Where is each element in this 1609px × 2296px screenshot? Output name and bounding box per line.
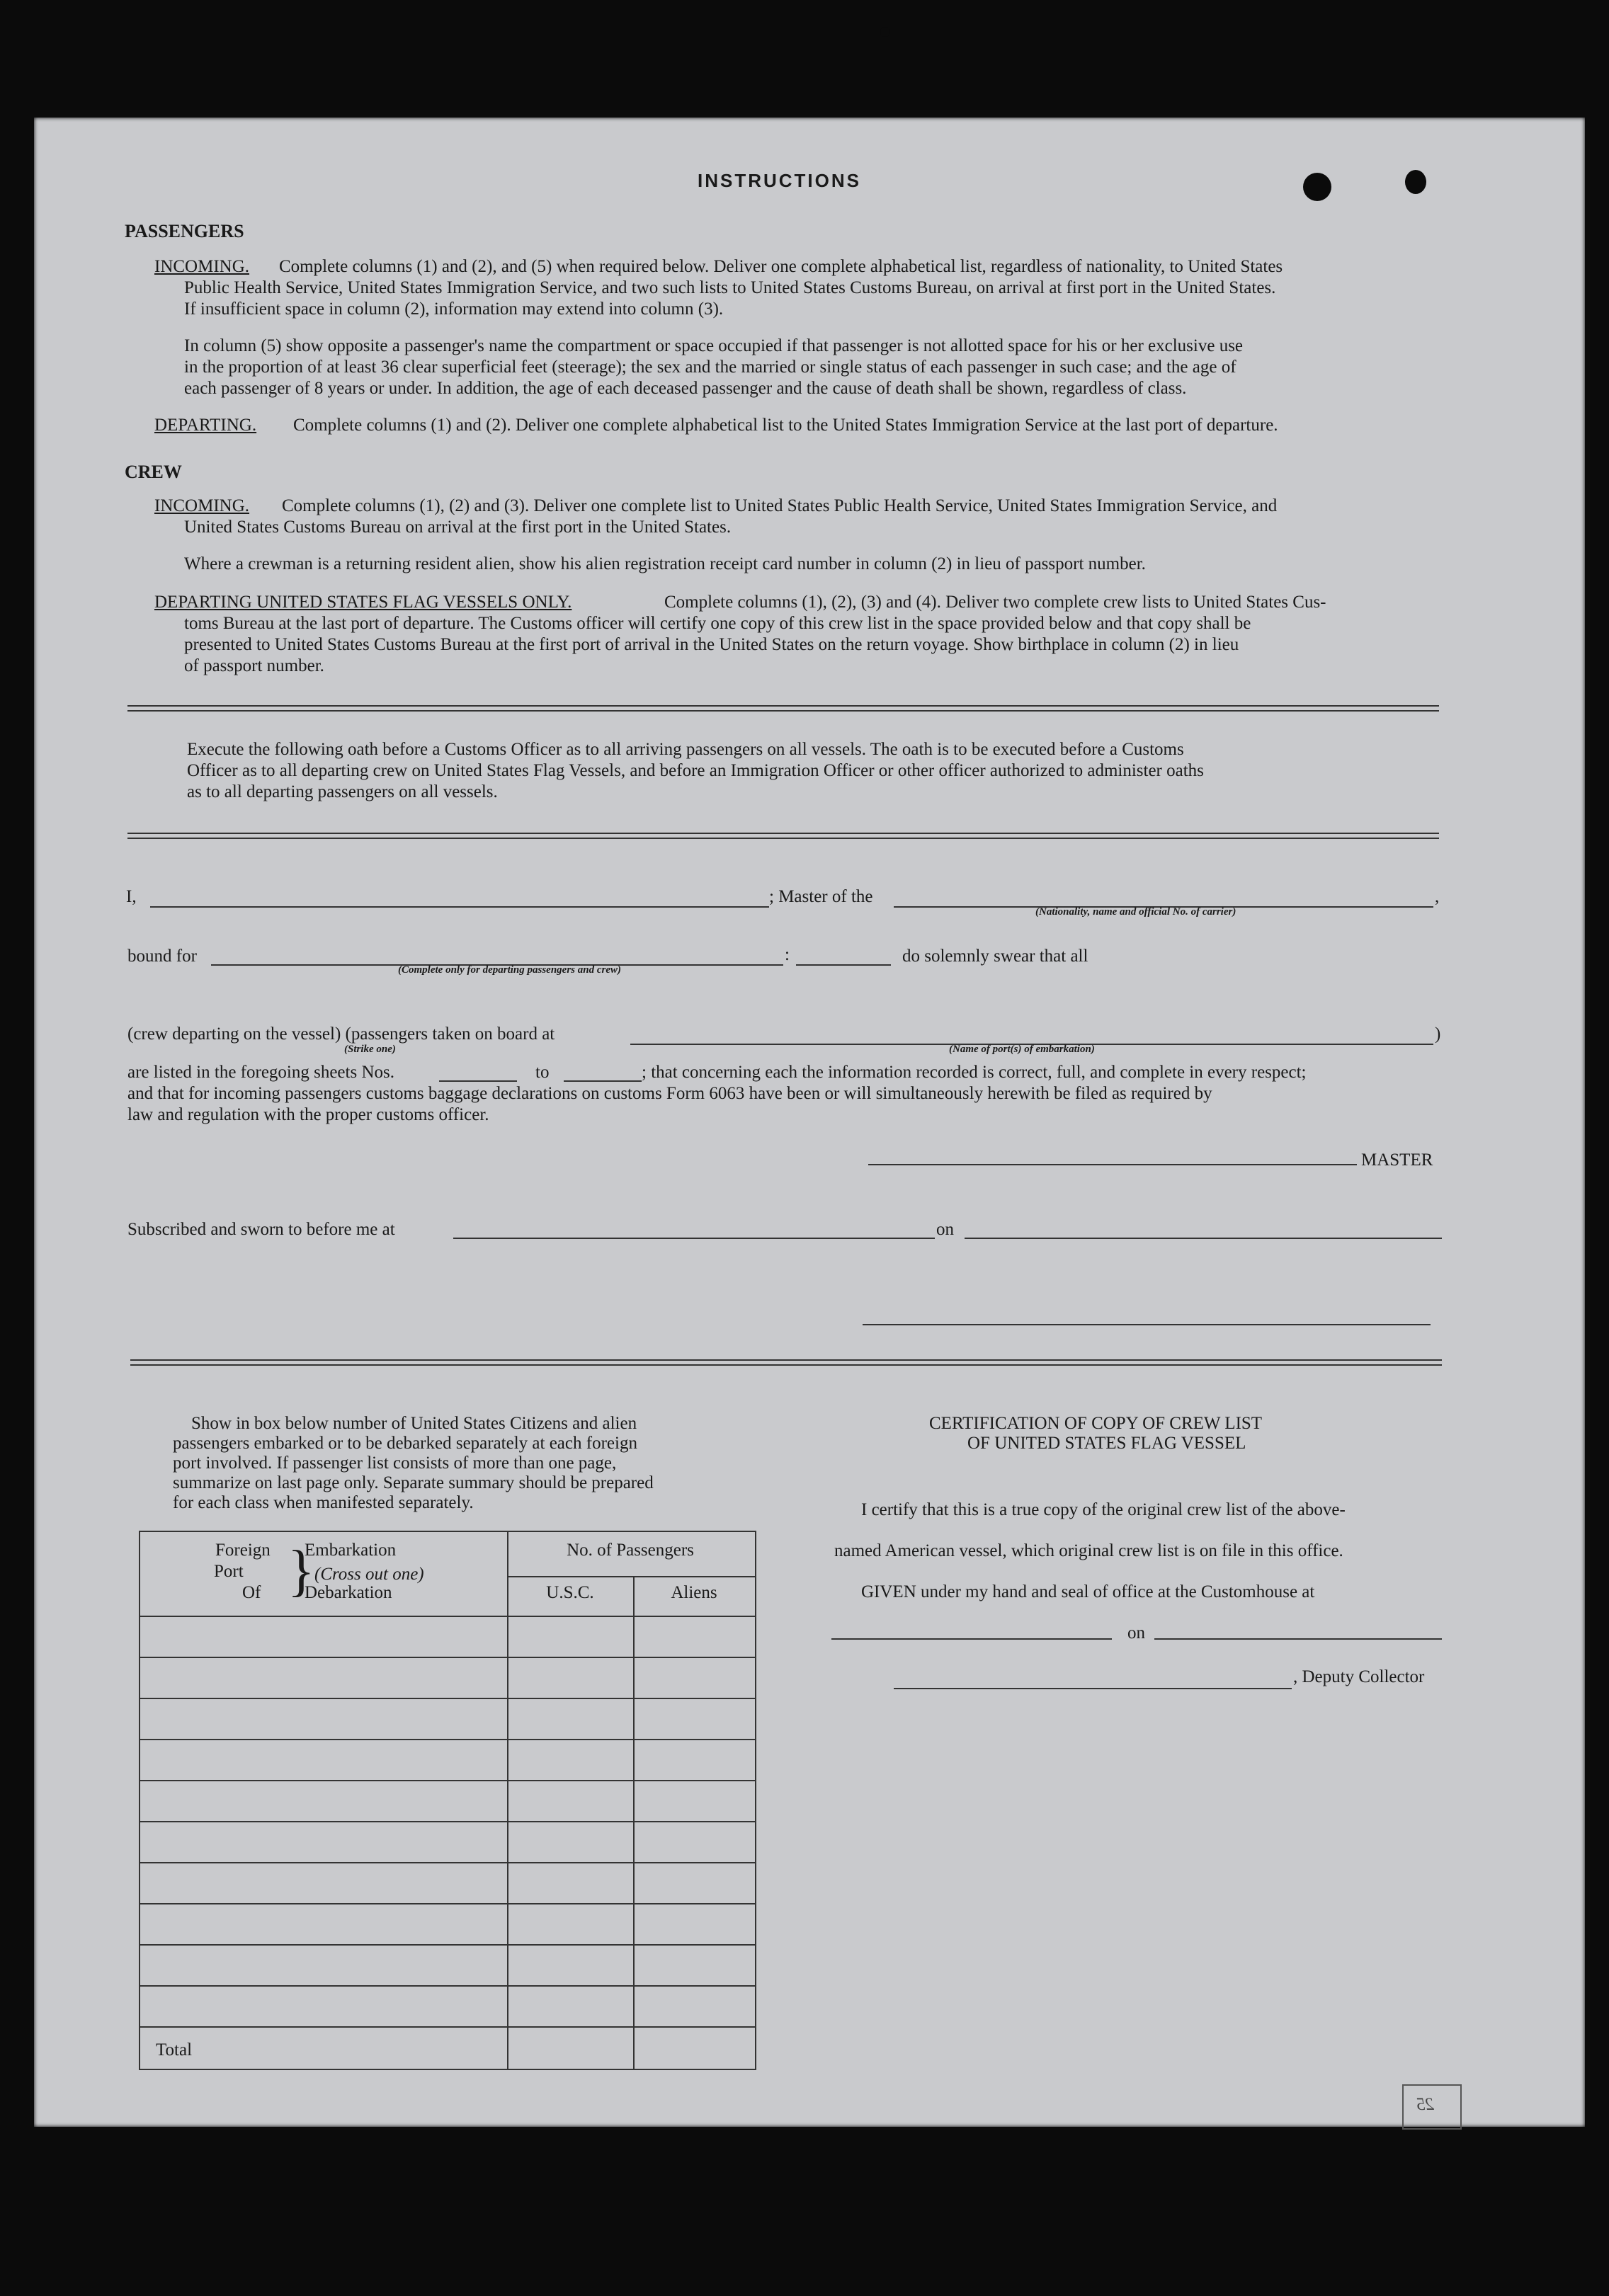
summary-line: for each class when manifested separately. — [173, 1493, 474, 1512]
passengers-incoming-line: If insufficient space in column (2), information may extend into column (3). — [184, 299, 724, 319]
subscribed-date-field[interactable] — [965, 1238, 1442, 1239]
passengers-heading: PASSENGERS — [125, 221, 244, 241]
crew-incoming-label: INCOMING. — [154, 496, 250, 515]
table-row-divider — [140, 1821, 755, 1822]
subscribed-place-field[interactable] — [453, 1238, 935, 1239]
port-label: Port — [214, 1562, 244, 1581]
table-row-divider — [507, 1576, 755, 1577]
swear-text: do solemnly swear that all — [902, 947, 1088, 966]
sheet-from-field[interactable] — [439, 1080, 517, 1082]
cross-out-note: (Cross out one) — [314, 1565, 424, 1584]
sheet-to-field[interactable] — [564, 1080, 642, 1082]
divider — [127, 705, 1439, 712]
listed-to-label: to — [535, 1063, 550, 1082]
table-row-divider — [140, 1903, 755, 1904]
summary-line: Show in box below number of United States Citizens and alien — [191, 1414, 637, 1433]
certification-line: GIVEN under my hand and seal of office at the Customhouse at — [861, 1582, 1315, 1601]
certification-on-label: on — [1127, 1623, 1145, 1643]
oath-line: and that for incoming passengers customs baggage declarations on customs Form 6063 have been or will simultaneously herewith be filed as required by — [127, 1084, 1212, 1103]
table-col-divider — [507, 1532, 508, 2069]
page-number: 25 — [1416, 2095, 1434, 2114]
passengers-departing-text: Complete columns (1) and (2). Deliver one complete alphabetical list to the United States Immigration Service at the last port of departure. — [293, 416, 1278, 435]
table-row-divider — [140, 1657, 755, 1658]
embarkation-label: Embarkation — [305, 1541, 397, 1560]
table-row-divider — [140, 1616, 755, 1617]
oath-intro-line: Officer as to all departing crew on United States Flag Vessels, and before an Immigration Officer or other officer authorized to administer oaths — [187, 761, 1204, 780]
customhouse-field[interactable] — [831, 1638, 1112, 1640]
port-note: (Name of port(s) of embarkation) — [949, 1044, 1095, 1055]
punch-hole — [880, 27, 890, 37]
crew-departing-line: presented to United States Customs Bureau at the first port of arrival in the United States on the return voyage. Show birthplace in column (2) in lieu — [184, 635, 1239, 654]
crew-departing-label: DEPARTING UNITED STATES FLAG VESSELS ONLY. — [154, 593, 572, 612]
oath-intro-line: as to all departing passengers on all vessels. — [187, 782, 498, 801]
summary-line: passengers embarked or to be debarked separately at each foreign — [173, 1434, 637, 1453]
bound-note: (Complete only for departing passengers and crew) — [398, 964, 621, 976]
bound-for-field-2[interactable] — [796, 964, 891, 966]
bound-for-label: bound for — [127, 947, 197, 966]
certification-line: named American vessel, which original crew list is on file in this office. — [834, 1541, 1343, 1560]
punch-hole — [1303, 173, 1331, 201]
punch-hole — [1405, 170, 1426, 194]
page-title: INSTRUCTIONS — [698, 170, 861, 191]
column5-line: In column (5) show opposite a passenger's name the compartment or space occupied if that passenger is not allotted space for his or her exclusive use — [184, 336, 1244, 355]
debarkation-label: Debarkation — [305, 1583, 392, 1602]
passengers-departing-label: DEPARTING. — [154, 416, 257, 435]
certification-title: CERTIFICATION OF COPY OF CREW LIST — [929, 1414, 1263, 1433]
certification-date-field[interactable] — [1154, 1638, 1442, 1640]
table-row-divider — [140, 1780, 755, 1781]
table-col-divider — [633, 1576, 635, 2069]
deputy-collector-label: , Deputy Collector — [1293, 1667, 1425, 1686]
crew-heading: CREW — [125, 462, 182, 482]
bound-colon: : — [785, 945, 790, 964]
crew-incoming-line: United States Customs Bureau on arrival at the first port in the United States. — [184, 518, 732, 537]
officer-signature-field[interactable] — [863, 1324, 1431, 1325]
carrier-note: (Nationality, name and official No. of carrier) — [1035, 906, 1236, 918]
listed-rest: ; that concerning each the information recorded is correct, full, and complete in every respect; — [642, 1063, 1307, 1082]
foreign-label: Foreign — [215, 1541, 271, 1560]
column5-line: each passenger of 8 years or under. In addition, the age of each deceased passenger and the cause of death shall be shown, regardless of class. — [184, 379, 1187, 398]
crew-alien-text: Where a crewman is a returning resident alien, show his alien registration receipt card number in column (2) in lieu of passport number. — [184, 554, 1146, 573]
master-signature-field[interactable] — [868, 1164, 1357, 1165]
table-row-divider — [140, 1698, 755, 1699]
divider — [127, 833, 1439, 839]
close-paren: ) — [1435, 1024, 1441, 1044]
summary-line: port involved. If passenger list consists of more than one page, — [173, 1453, 617, 1473]
crew-departing-line: toms Bureau at the last port of departure. The Customs officer will certify one copy of this crew list in the space provided below and that copy shall be — [184, 614, 1251, 633]
of-label: Of — [242, 1583, 261, 1602]
table-row-divider — [140, 2026, 755, 2028]
brace-icon: } — [288, 1540, 315, 1602]
divider — [130, 1359, 1442, 1366]
passengers-incoming-line: Complete columns (1) and (2), and (5) when required below. Deliver one complete alphabetical list, regardless of nationality, to United States — [279, 257, 1283, 276]
total-label: Total — [156, 2040, 193, 2060]
oath-intro-line: Execute the following oath before a Customs Officer as to all arriving passengers on all vessels. The oath is to be executed before a Customs — [187, 740, 1184, 759]
table-row-divider — [140, 1944, 755, 1946]
carrier-comma: , — [1435, 887, 1440, 906]
strike-one-note: (Strike one) — [344, 1044, 396, 1055]
usc-header: U.S.C. — [546, 1583, 594, 1602]
master-name-field[interactable] — [150, 906, 769, 908]
subscribed-on-label: on — [936, 1220, 954, 1239]
certification-line: I certify that this is a true copy of the original crew list of the above- — [861, 1500, 1346, 1519]
table-row-divider — [140, 1985, 755, 1987]
no-passengers-header: No. of Passengers — [567, 1541, 694, 1560]
crew-incoming-line: Complete columns (1), (2) and (3). Deliver one complete list to United States Public Health Service, United States Immigration Service, and — [282, 496, 1278, 515]
summary-line: summarize on last page only. Separate summary should be prepared — [173, 1473, 654, 1492]
crew-departing-line: of passport number. — [184, 656, 324, 675]
table-row-divider — [140, 1739, 755, 1740]
certification-subtitle: OF UNITED STATES FLAG VESSEL — [967, 1434, 1246, 1453]
column5-line: in the proportion of at least 36 clear superficial feet (steerage); the sex and the married or single status of each passenger in such case; and the age of — [184, 358, 1236, 377]
crew-departing-text: (crew departing on the vessel) (passengers taken on board at — [127, 1024, 555, 1044]
crew-departing-line: Complete columns (1), (2), (3) and (4). Deliver two complete crew lists to United States Cus- — [664, 593, 1326, 612]
passengers-incoming-label: INCOMING. — [154, 257, 250, 276]
oath-line: law and regulation with the proper customs officer. — [127, 1105, 489, 1124]
listed-label: are listed in the foregoing sheets Nos. — [127, 1063, 394, 1082]
deputy-signature-field[interactable] — [894, 1688, 1292, 1689]
passenger-summary-table — [139, 1531, 756, 2070]
aliens-header: Aliens — [671, 1583, 717, 1602]
subscribed-label: Subscribed and sworn to before me at — [127, 1220, 395, 1239]
table-row-divider — [140, 1862, 755, 1863]
master-label: MASTER — [1361, 1150, 1433, 1170]
master-of-label: ; Master of the — [769, 887, 873, 906]
passengers-incoming-line: Public Health Service, United States Immigration Service, and two such lists to United States Customs Bureau, on arrival at first port in the United States. — [184, 278, 1276, 297]
oath-i-label: I, — [126, 887, 137, 906]
